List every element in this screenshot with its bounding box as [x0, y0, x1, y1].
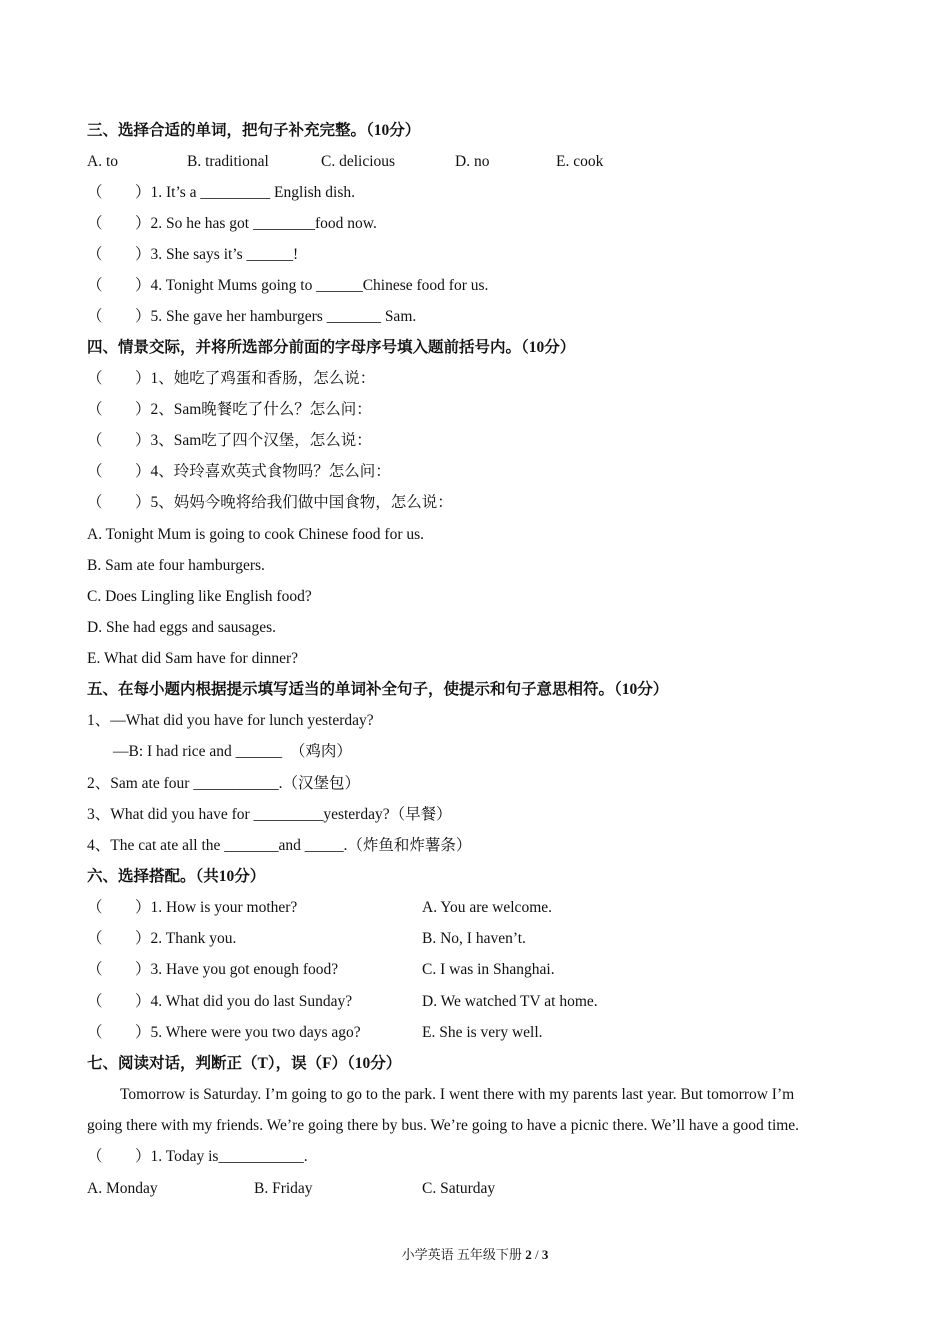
- s5-line-1: 1、—What did you have for lunch yesterday?: [87, 712, 374, 729]
- s7-q1-bracket: （: [87, 1148, 103, 1165]
- s3-q1: ）1. It’s a _________ English dish.: [135, 184, 356, 201]
- s6-q3: ）3. Have you got enough food?: [135, 961, 339, 978]
- s7-q1: ）1. Today is___________.: [135, 1148, 308, 1165]
- s4-q2-bracket: （: [87, 401, 103, 418]
- page-footer: [0, 1246, 950, 1264]
- s6-answer-b: B. No, I haven’t.: [422, 930, 526, 947]
- s3-q4-bracket: （: [87, 277, 103, 294]
- s6-q4-bracket: （: [87, 993, 103, 1010]
- s3-q1-bracket: （: [87, 184, 103, 201]
- s4-q5: ）5、妈妈今晚将给我们做中国食物，怎么说：: [135, 494, 453, 511]
- s3-option-d: D. no: [455, 153, 490, 170]
- s7-paragraph-line-2: going there with my friends. We’re going there by bus. We’re going to have a picnic there. We’ll have a good time.: [87, 1117, 800, 1134]
- s6-q1: ）1. How is your mother?: [135, 899, 298, 916]
- section-5-heading: 五、在每小题内根据提示填写适当的单词补全句子，使提示和句子意思相符。（10分）: [87, 681, 669, 698]
- s4-answer-b: B. Sam ate four hamburgers.: [87, 557, 265, 574]
- s4-answer-d: D. She had eggs and sausages.: [87, 619, 276, 636]
- s3-q5: ）5. She gave her hamburgers _______ Sam.: [135, 308, 417, 325]
- s6-q5: ）5. Where were you two days ago?: [135, 1024, 361, 1041]
- s6-q2: ）2. Thank you.: [135, 930, 237, 947]
- s6-answer-a: A. You are welcome.: [422, 899, 553, 916]
- footer-subject: 小学英语 五年级下册: [401, 1247, 526, 1262]
- s3-q2: ）2. So he has got ________food now.: [135, 215, 377, 232]
- s7-q1-option-b: B. Friday: [254, 1180, 313, 1197]
- footer-page-number: 2: [525, 1247, 532, 1262]
- s6-q5-bracket: （: [87, 1024, 103, 1041]
- s5-line-1-answer: —B: I had rice and ______ （鸡肉）: [113, 743, 352, 760]
- s7-q1-option-a: A. Monday: [87, 1180, 158, 1197]
- s3-q2-bracket: （: [87, 215, 103, 232]
- s3-option-a: A. to: [87, 153, 118, 170]
- s4-q4: ）4、玲玲喜欢英式食物吗？怎么问：: [135, 463, 391, 480]
- s5-line-3: 3、What did you have for _________yesterday?（早餐）: [87, 806, 452, 823]
- s4-q1-bracket: （: [87, 370, 103, 387]
- s6-q3-bracket: （: [87, 961, 103, 978]
- s3-q5-bracket: （: [87, 308, 103, 325]
- s3-option-c: C. delicious: [321, 153, 396, 170]
- s5-line-4: 4、The cat ate all the _______and _____.（炸鱼和炸薯条）: [87, 837, 472, 854]
- section-3-heading: 三、选择合适的单词，把句子补充完整。（10分）: [87, 122, 421, 139]
- s5-line-2: 2、Sam ate four ___________.（汉堡包）: [87, 775, 360, 792]
- s3-q4: ）4. Tonight Mums going to ______Chinese food for us.: [135, 277, 489, 294]
- section-4-heading: 四、情景交际，并将所选部分前面的字母序号填入题前括号内。（10分）: [87, 339, 576, 356]
- s4-q3-bracket: （: [87, 432, 103, 449]
- s4-answer-c: C. Does Lingling like English food?: [87, 588, 312, 605]
- s3-q3: ）3. She says it’s ______!: [135, 246, 299, 263]
- footer-separator: /: [531, 1247, 542, 1262]
- s6-q1-bracket: （: [87, 899, 103, 916]
- s4-q2: ）2、Sam晚餐吃了什么？怎么问：: [135, 401, 372, 418]
- s6-q2-bracket: （: [87, 930, 103, 947]
- s4-q4-bracket: （: [87, 463, 103, 480]
- s6-q4: ）4. What did you do last Sunday?: [135, 993, 353, 1010]
- section-7-heading: 七、阅读对话，判断正（T），误（F）（10分）: [87, 1055, 402, 1072]
- s7-paragraph-line-1: Tomorrow is Saturday. I’m going to go to the park. I went there with my parents last year. But tomorrow I’m: [120, 1086, 795, 1103]
- s6-answer-d: D. We watched TV at home.: [422, 993, 598, 1010]
- s4-q1: ）1、她吃了鸡蛋和香肠，怎么说：: [135, 370, 376, 387]
- s6-answer-c: C. I was in Shanghai.: [422, 961, 555, 978]
- section-6-heading: 六、选择搭配。（共10分）: [87, 868, 266, 885]
- s4-q5-bracket: （: [87, 494, 103, 511]
- s7-q1-option-c: C. Saturday: [422, 1180, 496, 1197]
- footer-page-total: 3: [541, 1247, 549, 1262]
- s3-q3-bracket: （: [87, 246, 103, 263]
- s6-answer-e: E. She is very well.: [422, 1024, 543, 1041]
- s4-q3: ）3、Sam吃了四个汉堡，怎么说：: [135, 432, 372, 449]
- s4-answer-a: A. Tonight Mum is going to cook Chinese food for us.: [87, 526, 425, 543]
- s3-option-e: E. cook: [556, 153, 604, 170]
- s4-answer-e: E. What did Sam have for dinner?: [87, 650, 299, 667]
- s3-option-b: B. traditional: [187, 153, 269, 170]
